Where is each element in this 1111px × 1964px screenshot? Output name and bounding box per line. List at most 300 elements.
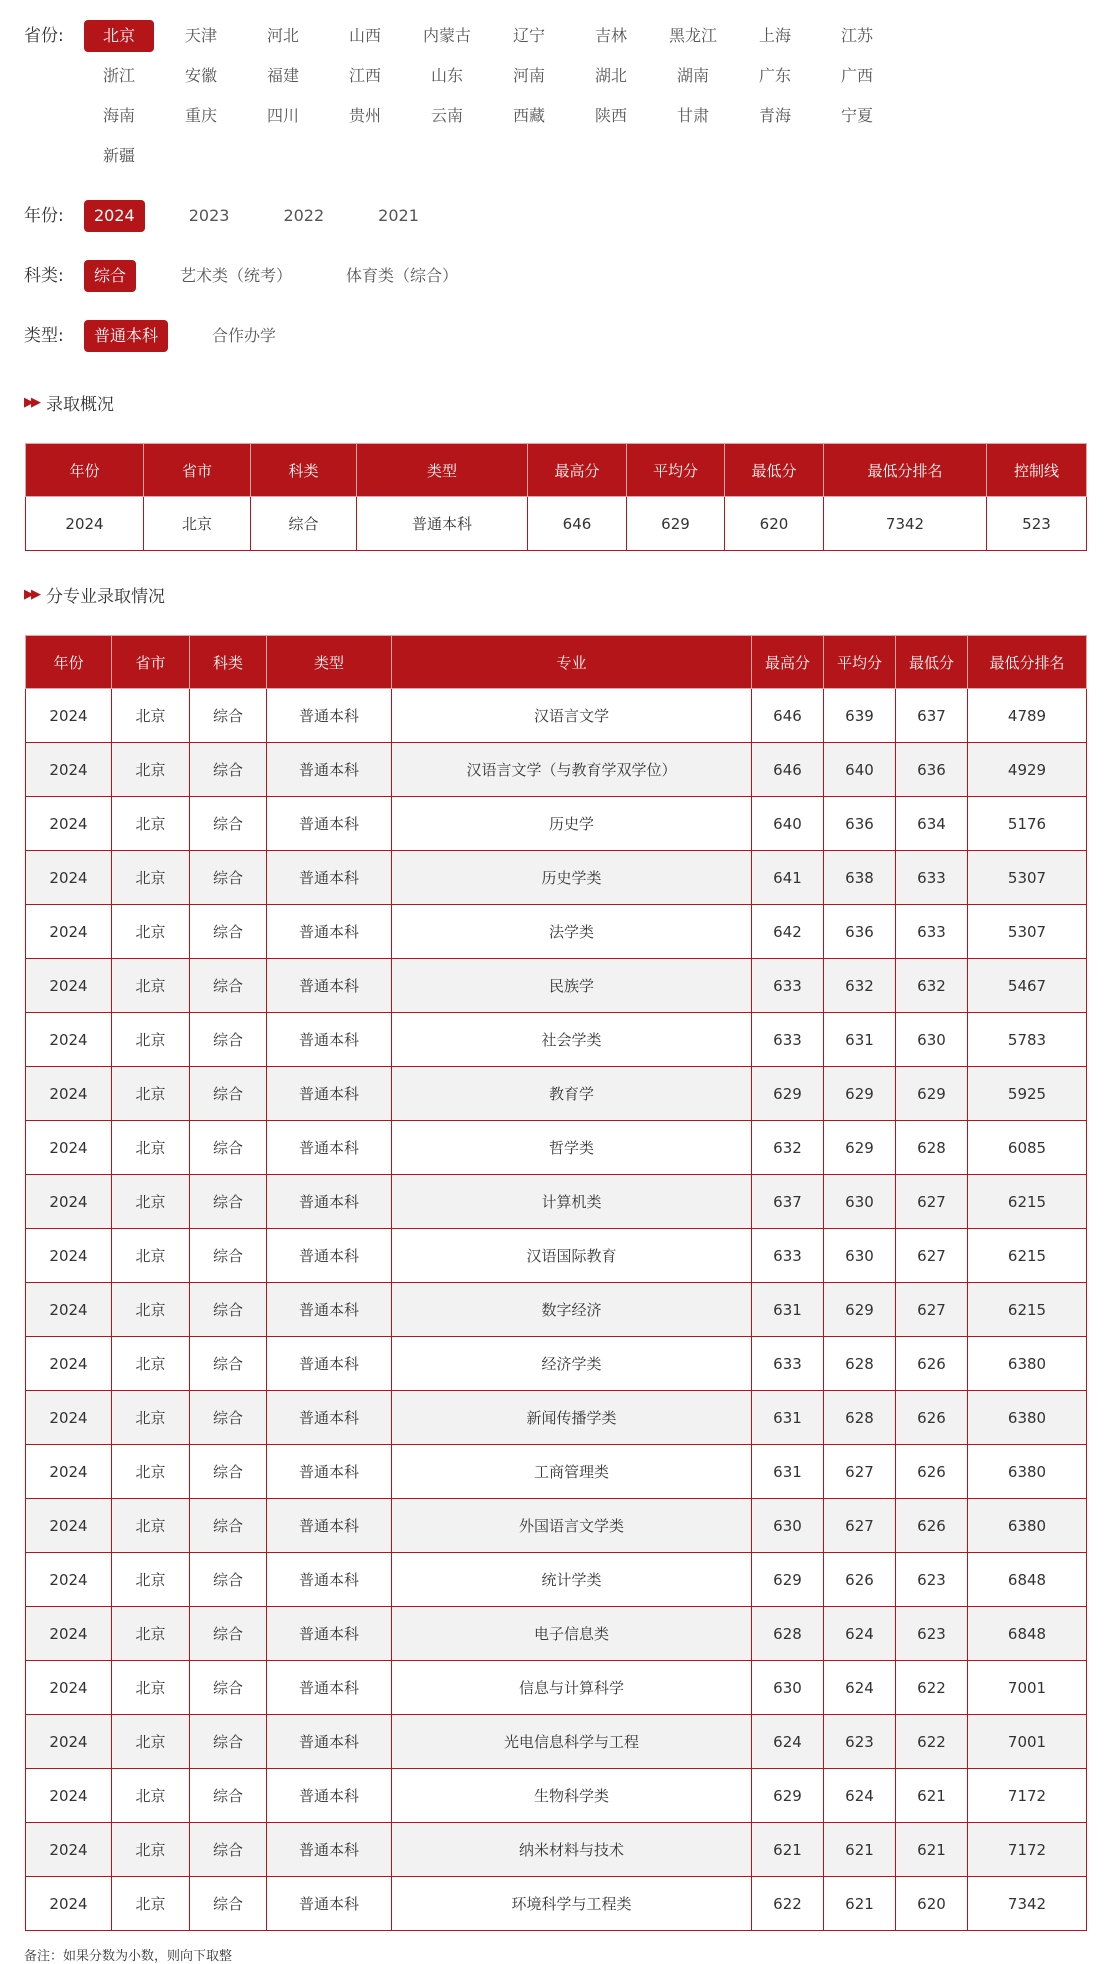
- table-cell: 普通本科: [267, 1877, 392, 1931]
- table-cell: 629: [824, 1283, 896, 1337]
- table-cell: 624: [824, 1769, 896, 1823]
- filter-option[interactable]: 天津: [184, 26, 217, 45]
- table-cell: 631: [824, 1013, 896, 1067]
- table-cell: 综合: [251, 497, 357, 551]
- table-cell: 北京: [112, 1013, 190, 1067]
- table-cell: 综合: [190, 1769, 267, 1823]
- table-cell: 631: [752, 1283, 824, 1337]
- table-cell: 622: [752, 1877, 824, 1931]
- table-row: [26, 1121, 1087, 1175]
- table-cell: 642: [752, 905, 824, 959]
- filter-option[interactable]: 湖北: [594, 66, 627, 85]
- table-cell: 北京: [112, 1661, 190, 1715]
- table-cell: 综合: [190, 743, 267, 797]
- table-cell: 2024: [26, 1607, 112, 1661]
- majors-table: [25, 635, 1087, 1931]
- filter-option[interactable]: 2023: [188, 206, 230, 225]
- table-cell: 2024: [26, 1067, 112, 1121]
- table-cell: 639: [824, 689, 896, 743]
- table-cell: 624: [824, 1607, 896, 1661]
- table-cell: 629: [627, 497, 725, 551]
- column-header: 科类: [251, 444, 357, 497]
- table-cell: 646: [528, 497, 627, 551]
- table-cell: 普通本科: [267, 1175, 392, 1229]
- province-filter-label: 省份:: [24, 26, 64, 46]
- table-cell: 综合: [190, 1067, 267, 1121]
- table-cell: 2024: [26, 1283, 112, 1337]
- table-row: [26, 1499, 1087, 1553]
- table-cell: 综合: [190, 1607, 267, 1661]
- table-cell: 法学类: [392, 905, 752, 959]
- table-cell: 普通本科: [267, 1823, 392, 1877]
- table-row: [26, 959, 1087, 1013]
- filter-option[interactable]: 河北: [266, 26, 299, 45]
- table-cell: 北京: [112, 689, 190, 743]
- table-cell: 综合: [190, 1499, 267, 1553]
- table-cell: 6215: [968, 1229, 1087, 1283]
- table-cell: 历史学类: [392, 851, 752, 905]
- table-cell: 纳米材料与技术: [392, 1823, 752, 1877]
- filter-option[interactable]: 贵州: [348, 106, 381, 125]
- table-cell: 7172: [968, 1769, 1087, 1823]
- table-cell: 北京: [112, 1769, 190, 1823]
- year-options: [84, 200, 944, 240]
- table-cell: 630: [896, 1013, 968, 1067]
- table-cell: 628: [752, 1607, 824, 1661]
- table-cell: 631: [752, 1445, 824, 1499]
- table-cell: 北京: [112, 1823, 190, 1877]
- table-cell: 光电信息科学与工程: [392, 1715, 752, 1769]
- table-cell: 626: [896, 1337, 968, 1391]
- column-header: 省市: [144, 444, 251, 497]
- type-filter: [24, 320, 944, 360]
- year-filter-label: 年份:: [24, 206, 64, 226]
- column-header: 平均分: [627, 444, 725, 497]
- column-header: 专业: [392, 636, 752, 689]
- table-cell: 7342: [968, 1877, 1087, 1931]
- table-cell: 628: [824, 1337, 896, 1391]
- table-row: [26, 1769, 1087, 1823]
- column-header: 控制线: [987, 444, 1087, 497]
- table-cell: 计算机类: [392, 1175, 752, 1229]
- subject-filter: [24, 260, 944, 300]
- table-cell: 2024: [26, 1337, 112, 1391]
- table-cell: 646: [752, 689, 824, 743]
- table-cell: 普通本科: [267, 1715, 392, 1769]
- table-cell: 教育学: [392, 1067, 752, 1121]
- table-cell: 630: [752, 1661, 824, 1715]
- table-cell: 北京: [112, 1607, 190, 1661]
- table-row: [26, 1283, 1087, 1337]
- table-cell: 634: [896, 797, 968, 851]
- table-cell: 北京: [112, 1229, 190, 1283]
- table-cell: 624: [824, 1661, 896, 1715]
- table-cell: 2024: [26, 1553, 112, 1607]
- table-cell: 6380: [968, 1499, 1087, 1553]
- table-cell: 综合: [190, 1823, 267, 1877]
- type-options: [84, 320, 944, 360]
- table-cell: 综合: [190, 1283, 267, 1337]
- table-cell: 北京: [112, 1121, 190, 1175]
- majors-body: [26, 689, 1087, 1931]
- table-cell: 北京: [144, 497, 251, 551]
- table-cell: 627: [896, 1175, 968, 1229]
- table-cell: 工商管理类: [392, 1445, 752, 1499]
- table-row: [26, 1553, 1087, 1607]
- table-cell: 综合: [190, 797, 267, 851]
- table-cell: 627: [896, 1229, 968, 1283]
- table-cell: 4789: [968, 689, 1087, 743]
- table-cell: 普通本科: [267, 1445, 392, 1499]
- majors-header-row: [26, 636, 1087, 689]
- table-cell: 普通本科: [267, 1013, 392, 1067]
- table-cell: 综合: [190, 1877, 267, 1931]
- table-cell: 629: [896, 1067, 968, 1121]
- table-cell: 2024: [26, 1175, 112, 1229]
- table-cell: 北京: [112, 1499, 190, 1553]
- table-row: [26, 1067, 1087, 1121]
- table-cell: 普通本科: [267, 1499, 392, 1553]
- table-row: [26, 1877, 1087, 1931]
- filter-option[interactable]: 普通本科: [84, 320, 168, 352]
- table-cell: 北京: [112, 905, 190, 959]
- table-cell: 综合: [190, 959, 267, 1013]
- table-cell: 普通本科: [267, 1337, 392, 1391]
- summary-section-title: [24, 390, 114, 415]
- table-cell: 2024: [26, 1445, 112, 1499]
- double-arrow-icon: ▶▶: [24, 587, 38, 602]
- column-header: 科类: [190, 636, 267, 689]
- type-filter-label: 类型:: [24, 326, 64, 346]
- table-cell: 数字经济: [392, 1283, 752, 1337]
- table-cell: 633: [752, 1229, 824, 1283]
- table-cell: 637: [896, 689, 968, 743]
- table-row: [26, 497, 1087, 551]
- filter-option[interactable]: 青海: [758, 106, 791, 125]
- table-row: [26, 905, 1087, 959]
- column-header: 最低分排名: [968, 636, 1087, 689]
- column-header: 最高分: [528, 444, 627, 497]
- column-header: 省市: [112, 636, 190, 689]
- column-header: 类型: [357, 444, 528, 497]
- table-cell: 2024: [26, 1499, 112, 1553]
- table-cell: 632: [752, 1121, 824, 1175]
- table-cell: 627: [824, 1499, 896, 1553]
- table-cell: 6215: [968, 1175, 1087, 1229]
- filter-option[interactable]: 新疆: [102, 146, 135, 165]
- filter-option[interactable]: 广西: [840, 66, 873, 85]
- table-row: [26, 1337, 1087, 1391]
- table-cell: 6380: [968, 1337, 1087, 1391]
- table-cell: 633: [752, 1337, 824, 1391]
- table-cell: 5176: [968, 797, 1087, 851]
- table-cell: 普通本科: [267, 1067, 392, 1121]
- table-cell: 626: [824, 1553, 896, 1607]
- filter-option[interactable]: 2021: [378, 206, 419, 225]
- table-cell: 632: [824, 959, 896, 1013]
- table-cell: 620: [896, 1877, 968, 1931]
- province-filter: [24, 20, 924, 180]
- table-cell: 综合: [190, 851, 267, 905]
- table-cell: 628: [824, 1391, 896, 1445]
- table-cell: 2024: [26, 959, 112, 1013]
- table-cell: 民族学: [392, 959, 752, 1013]
- table-cell: 631: [752, 1391, 824, 1445]
- table-cell: 622: [896, 1661, 968, 1715]
- table-cell: 4929: [968, 743, 1087, 797]
- filter-option[interactable]: 云南: [430, 106, 463, 125]
- column-header: 最低分: [725, 444, 824, 497]
- table-cell: 普通本科: [267, 1229, 392, 1283]
- table-cell: 6848: [968, 1553, 1087, 1607]
- table-cell: 北京: [112, 1715, 190, 1769]
- table-cell: 综合: [190, 689, 267, 743]
- table-cell: 626: [896, 1499, 968, 1553]
- filter-option[interactable]: 综合: [84, 260, 136, 292]
- table-cell: 2024: [26, 1661, 112, 1715]
- filter-option[interactable]: 2022: [283, 206, 325, 225]
- table-cell: 637: [752, 1175, 824, 1229]
- table-cell: 632: [896, 959, 968, 1013]
- table-cell: 环境科学与工程类: [392, 1877, 752, 1931]
- table-cell: 新闻传播学类: [392, 1391, 752, 1445]
- table-cell: 2024: [26, 1769, 112, 1823]
- table-cell: 5783: [968, 1013, 1087, 1067]
- filter-option[interactable]: 体育类（综合）: [346, 266, 459, 285]
- table-cell: 636: [896, 743, 968, 797]
- table-row: [26, 1013, 1087, 1067]
- filter-option[interactable]: 浙江: [102, 66, 135, 85]
- table-cell: 636: [824, 905, 896, 959]
- table-cell: 621: [824, 1823, 896, 1877]
- filter-option[interactable]: 黑龙江: [668, 26, 717, 45]
- filter-option[interactable]: 四川: [266, 106, 299, 125]
- table-cell: 普通本科: [267, 1607, 392, 1661]
- table-row: [26, 1229, 1087, 1283]
- table-cell: 2024: [26, 1823, 112, 1877]
- footnote: 备注：如果分数为小数，则向下取整: [24, 1949, 233, 1964]
- table-cell: 7001: [968, 1661, 1087, 1715]
- table-row: [26, 1823, 1087, 1877]
- table-cell: 621: [752, 1823, 824, 1877]
- filter-option[interactable]: 吉林: [594, 26, 627, 45]
- table-cell: 综合: [190, 1661, 267, 1715]
- table-cell: 普通本科: [357, 497, 528, 551]
- table-cell: 综合: [190, 1175, 267, 1229]
- table-cell: 7001: [968, 1715, 1087, 1769]
- table-cell: 普通本科: [267, 1121, 392, 1175]
- summary-title-text: 录取概况: [46, 395, 114, 415]
- table-cell: 633: [752, 959, 824, 1013]
- table-cell: 2024: [26, 905, 112, 959]
- table-cell: 北京: [112, 797, 190, 851]
- filter-option[interactable]: 辽宁: [512, 26, 545, 45]
- table-cell: 2024: [26, 1877, 112, 1931]
- filter-option[interactable]: 宁夏: [840, 106, 873, 125]
- column-header: 最高分: [752, 636, 824, 689]
- table-cell: 640: [752, 797, 824, 851]
- table-row: [26, 1175, 1087, 1229]
- table-cell: 综合: [190, 1391, 267, 1445]
- filter-option[interactable]: 江西: [348, 66, 381, 85]
- filter-option[interactable]: 艺术类（统考）: [180, 266, 293, 285]
- table-cell: 2024: [26, 1121, 112, 1175]
- table-cell: 624: [752, 1715, 824, 1769]
- filter-option[interactable]: 重庆: [184, 106, 217, 125]
- table-cell: 汉语言文学（与教育学双学位）: [392, 743, 752, 797]
- subject-options: [84, 260, 944, 300]
- filter-option[interactable]: 内蒙古: [422, 26, 471, 45]
- table-cell: 620: [725, 497, 824, 551]
- table-cell: 627: [824, 1445, 896, 1499]
- table-cell: 普通本科: [267, 1391, 392, 1445]
- table-cell: 629: [752, 1067, 824, 1121]
- table-cell: 6848: [968, 1607, 1087, 1661]
- table-cell: 636: [824, 797, 896, 851]
- table-cell: 633: [896, 851, 968, 905]
- table-cell: 622: [896, 1715, 968, 1769]
- table-cell: 外国语言文学类: [392, 1499, 752, 1553]
- table-cell: 628: [896, 1121, 968, 1175]
- table-cell: 629: [752, 1769, 824, 1823]
- table-cell: 普通本科: [267, 959, 392, 1013]
- table-cell: 汉语国际教育: [392, 1229, 752, 1283]
- column-header: 年份: [26, 636, 112, 689]
- filter-option[interactable]: 安徽: [184, 66, 217, 85]
- table-cell: 633: [896, 905, 968, 959]
- table-cell: 621: [896, 1769, 968, 1823]
- table-cell: 北京: [112, 743, 190, 797]
- table-cell: 6215: [968, 1283, 1087, 1337]
- table-cell: 629: [752, 1553, 824, 1607]
- table-cell: 638: [824, 851, 896, 905]
- table-cell: 历史学: [392, 797, 752, 851]
- filter-option[interactable]: 合作办学: [212, 326, 277, 345]
- table-cell: 北京: [112, 1283, 190, 1337]
- summary-body: [26, 497, 1087, 551]
- filter-option[interactable]: 上海: [758, 26, 791, 45]
- table-cell: 综合: [190, 1121, 267, 1175]
- filter-option[interactable]: 福建: [266, 66, 299, 85]
- table-cell: 综合: [190, 1013, 267, 1067]
- table-cell: 普通本科: [267, 905, 392, 959]
- table-cell: 电子信息类: [392, 1607, 752, 1661]
- table-row: [26, 1661, 1087, 1715]
- column-header: 年份: [26, 444, 144, 497]
- filter-option[interactable]: 西藏: [512, 106, 545, 125]
- summary-header-row: [26, 444, 1087, 497]
- table-cell: 2024: [26, 797, 112, 851]
- table-cell: 2024: [26, 497, 144, 551]
- table-cell: 623: [824, 1715, 896, 1769]
- table-cell: 社会学类: [392, 1013, 752, 1067]
- table-cell: 640: [824, 743, 896, 797]
- table-cell: 5307: [968, 851, 1087, 905]
- table-cell: 7342: [824, 497, 987, 551]
- table-cell: 普通本科: [267, 743, 392, 797]
- table-cell: 北京: [112, 851, 190, 905]
- table-cell: 生物科学类: [392, 1769, 752, 1823]
- filter-option[interactable]: 甘肃: [676, 106, 709, 125]
- table-cell: 6380: [968, 1391, 1087, 1445]
- table-cell: 北京: [112, 1337, 190, 1391]
- filter-option[interactable]: 北京: [84, 20, 154, 52]
- table-cell: 综合: [190, 1229, 267, 1283]
- table-cell: 综合: [190, 1337, 267, 1391]
- table-cell: 北京: [112, 1553, 190, 1607]
- table-cell: 信息与计算科学: [392, 1661, 752, 1715]
- table-cell: 629: [824, 1067, 896, 1121]
- table-cell: 621: [896, 1823, 968, 1877]
- filter-option[interactable]: 2024: [84, 200, 145, 232]
- table-cell: 北京: [112, 959, 190, 1013]
- table-cell: 2024: [26, 1229, 112, 1283]
- table-cell: 623: [896, 1607, 968, 1661]
- table-row: [26, 1715, 1087, 1769]
- table-cell: 621: [824, 1877, 896, 1931]
- table-cell: 普通本科: [267, 1769, 392, 1823]
- table-row: [26, 689, 1087, 743]
- table-cell: 623: [896, 1553, 968, 1607]
- table-cell: 630: [824, 1229, 896, 1283]
- table-cell: 普通本科: [267, 1661, 392, 1715]
- table-cell: 6085: [968, 1121, 1087, 1175]
- table-cell: 630: [752, 1499, 824, 1553]
- column-header: 平均分: [824, 636, 896, 689]
- table-cell: 汉语言文学: [392, 689, 752, 743]
- table-cell: 哲学类: [392, 1121, 752, 1175]
- filter-option[interactable]: 江苏: [840, 26, 873, 45]
- table-cell: 经济学类: [392, 1337, 752, 1391]
- table-cell: 2024: [26, 689, 112, 743]
- table-cell: 北京: [112, 1391, 190, 1445]
- filter-option[interactable]: 山西: [348, 26, 381, 45]
- filter-option[interactable]: 河南: [512, 66, 545, 85]
- province-options: [84, 20, 924, 180]
- table-cell: 普通本科: [267, 1283, 392, 1337]
- filter-option[interactable]: 山东: [430, 66, 463, 85]
- table-row: [26, 743, 1087, 797]
- table-cell: 北京: [112, 1877, 190, 1931]
- majors-section-title: [24, 582, 165, 607]
- table-cell: 5467: [968, 959, 1087, 1013]
- table-cell: 综合: [190, 905, 267, 959]
- table-cell: 627: [896, 1283, 968, 1337]
- column-header: 最低分排名: [824, 444, 987, 497]
- filter-option[interactable]: 陕西: [594, 106, 627, 125]
- year-filter: [24, 200, 944, 240]
- table-cell: 633: [752, 1013, 824, 1067]
- table-cell: 北京: [112, 1445, 190, 1499]
- column-header: 最低分: [896, 636, 968, 689]
- subject-filter-label: 科类:: [24, 266, 64, 286]
- table-cell: 2024: [26, 1013, 112, 1067]
- table-cell: 综合: [190, 1445, 267, 1499]
- table-cell: 5307: [968, 905, 1087, 959]
- filter-option[interactable]: 湖南: [676, 66, 709, 85]
- filter-option[interactable]: 广东: [758, 66, 791, 85]
- table-cell: 综合: [190, 1715, 267, 1769]
- table-cell: 普通本科: [267, 1553, 392, 1607]
- table-row: [26, 1445, 1087, 1499]
- double-arrow-icon: ▶▶: [24, 395, 38, 410]
- filter-option[interactable]: 海南: [102, 106, 135, 125]
- table-cell: 6380: [968, 1445, 1087, 1499]
- table-cell: 641: [752, 851, 824, 905]
- table-cell: 630: [824, 1175, 896, 1229]
- table-cell: 2024: [26, 851, 112, 905]
- table-cell: 综合: [190, 1553, 267, 1607]
